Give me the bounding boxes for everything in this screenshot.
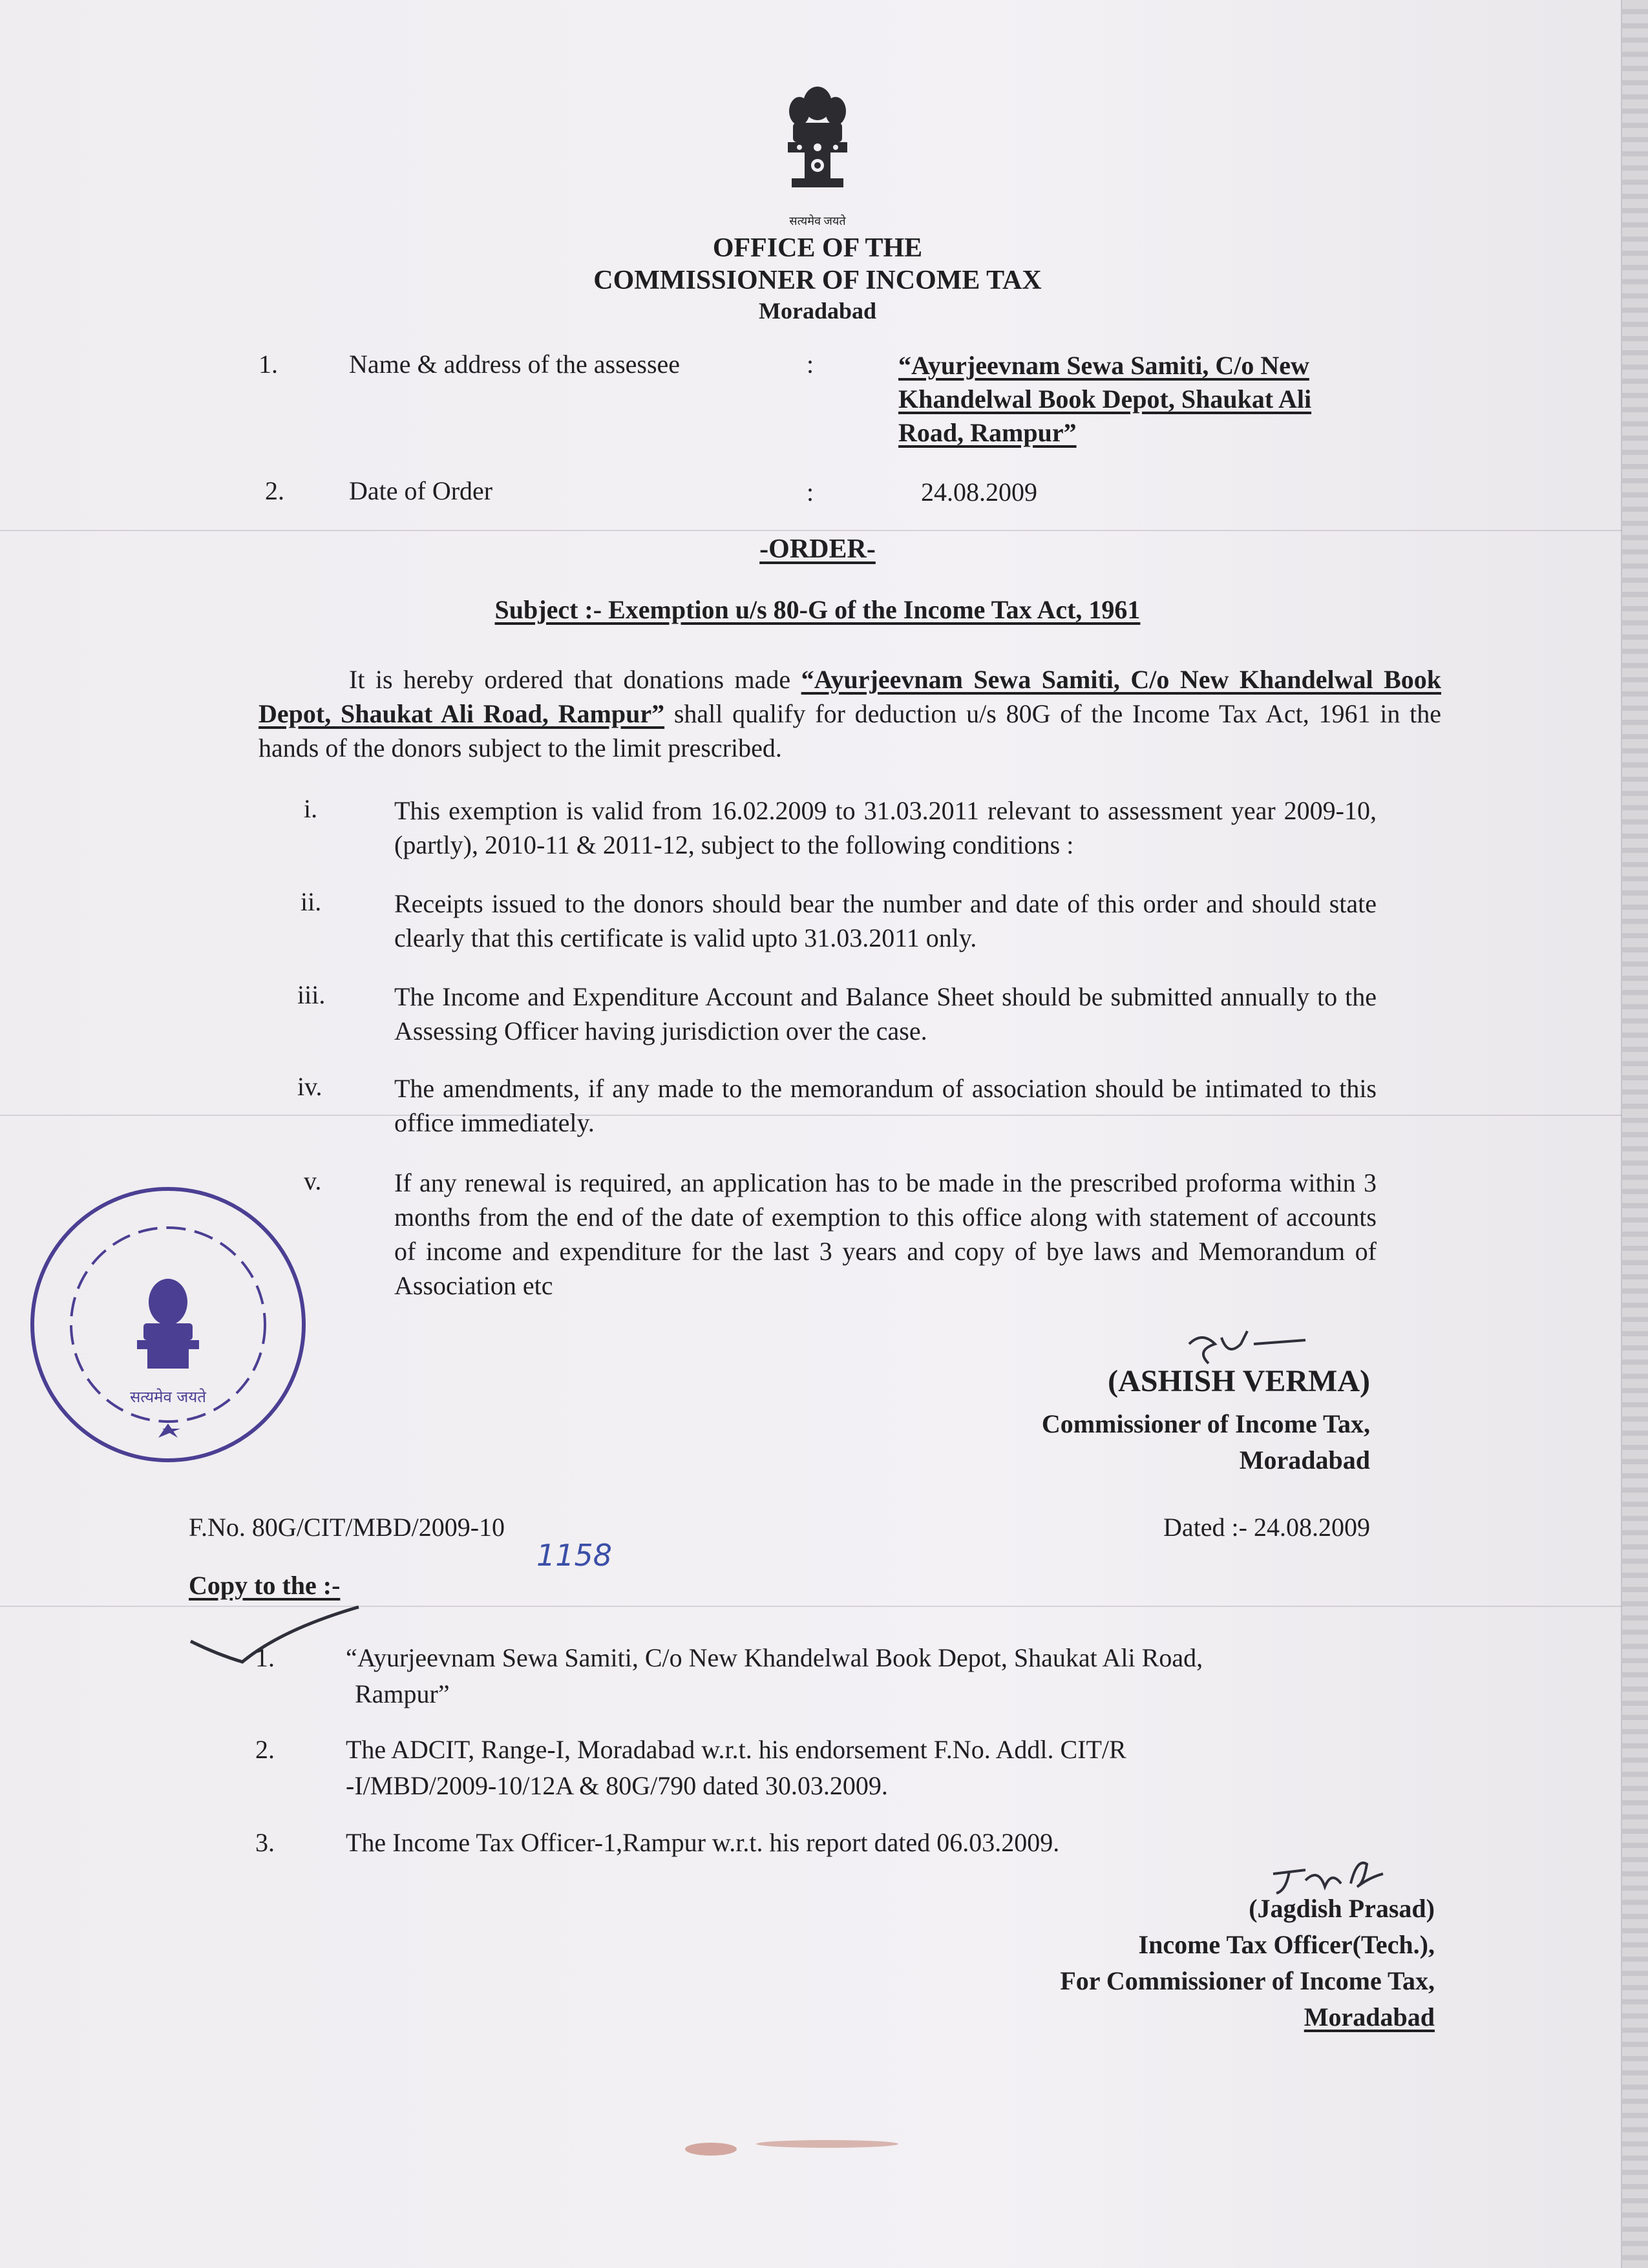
tick-mark	[187, 1602, 368, 1674]
handwritten-dispatch-number: 1158	[536, 1538, 613, 1573]
field-number: 2.	[265, 476, 284, 505]
office-heading-line1: OFFICE OF THE	[712, 233, 923, 263]
field-colon: :	[807, 478, 814, 507]
national-emblem-icon	[779, 78, 856, 207]
copy-to-heading: Copy to the :-	[189, 1571, 341, 1600]
copy-signatory-location: Moradabad	[1304, 2002, 1435, 2032]
office-location: Moradabad	[758, 298, 877, 324]
emblem-motto: सत्यमेव जयते	[789, 215, 846, 227]
fold-line	[0, 530, 1622, 531]
condition-text: This exemption is valid from 16.02.2009 to 31.03.2011 relevant to assessment year 2009-10, (partly), 2010-11 & 2011-12, subject to the following conditions :	[394, 796, 1377, 859]
copy-signatory-name: (Jagdish Prasad)	[1249, 1894, 1435, 1923]
order-heading: -ORDER-	[759, 534, 876, 564]
dated-line: Dated :- 24.08.2009	[1163, 1513, 1370, 1542]
condition-text: If any renewal is required, an application has to be made in the prescribed proforma within 3 months from the end of the date of exemption to this office along with statement of accounts of income and expenditure for the last 3 years and copy of bye laws and Memorandum of Association etc	[394, 1168, 1377, 1300]
copy-recipient: The ADCIT, Range-I, Moradabad w.r.t. his endorsement F.No. Addl. CIT/R -I/MBD/2009-10/12A & 80G/790 dated 30.03.2009.	[346, 1735, 1126, 1800]
copy-number: 1.	[255, 1643, 275, 1672]
file-folder-edge	[1621, 0, 1648, 2268]
order-subject: Subject :- Exemption u/s 80-G of the Income Tax Act, 1961	[494, 595, 1141, 624]
condition-text: The Income and Expenditure Account and Balance Sheet should be submitted annually to the Assessing Officer having jurisdiction over the case.	[394, 982, 1377, 1045]
condition-number: iii.	[297, 980, 326, 1009]
signatory-name: (ASHISH VERMA)	[1108, 1364, 1370, 1398]
copy-recipient: The Income Tax Officer-1,Rampur w.r.t. his report dated 06.03.2009.	[346, 1828, 1060, 1857]
paper-stain	[672, 2126, 918, 2165]
signatory-title: Commissioner of Income Tax,	[1041, 1409, 1370, 1438]
field-colon: :	[807, 350, 814, 379]
copy-signatory-title: Income Tax Officer(Tech.),	[1138, 1930, 1435, 1959]
office-seal-stamp	[19, 1176, 317, 1473]
assessee-line: “Ayurjeevnam Sewa Samiti, C/o New	[898, 351, 1309, 380]
assessee-name-address	[898, 349, 1428, 450]
assessee-name-inline: “Ayurjeevnam Sewa Samiti, C/o New Khandelwal Book Depot, Shaukat Ali Road, Rampur”	[259, 665, 1442, 728]
condition-number: i.	[304, 794, 318, 823]
copy-number: 2.	[255, 1735, 275, 1764]
svg-text:सत्यमेव जयते: सत्यमेव जयते	[130, 1388, 206, 1406]
assessee-line: Khandelwal Book Depot, Shaukat Ali	[898, 384, 1312, 414]
assessee-line: Road, Rampur”	[898, 418, 1077, 447]
condition-number: ii.	[301, 887, 322, 916]
field-label: Date of Order	[349, 476, 493, 505]
order-body: It is hereby ordered that donations made “Ayurjeevnam Sewa Samiti, C/o New Khandelwal Book Depot, Shaukat Ali Road, Rampur” shall qualify for deduction u/s 80G of the Income Tax Act, 1961 in the hands of the donors subject to the limit prescribed.	[259, 665, 1442, 762]
condition-number: v.	[304, 1166, 322, 1195]
condition-number: iv.	[297, 1072, 322, 1101]
signatory-location: Moradabad	[1239, 1445, 1370, 1475]
office-heading-line2: COMMISSIONER OF INCOME TAX	[593, 266, 1042, 295]
field-number: 1.	[259, 350, 278, 379]
condition-text: Receipts issued to the donors should bear the number and date of this order and should state clearly that this certificate is valid upto 31.03.2011 only.	[394, 889, 1377, 952]
condition-text: The amendments, if any made to the memorandum of association should be intimated to this office immediately.	[394, 1074, 1377, 1137]
copy-number: 3.	[255, 1828, 275, 1857]
file-number: F.No. 80G/CIT/MBD/2009-10	[189, 1513, 505, 1542]
copy-recipient: “Ayurjeevnam Sewa Samiti, C/o New Khandelwal Book Depot, Shaukat Ali Road, Rampur”	[346, 1643, 1203, 1708]
field-label: Name & address of the assessee	[349, 350, 681, 379]
order-date: 24.08.2009	[921, 478, 1037, 507]
copy-signatory-for: For Commissioner of Income Tax,	[1060, 1966, 1435, 1995]
